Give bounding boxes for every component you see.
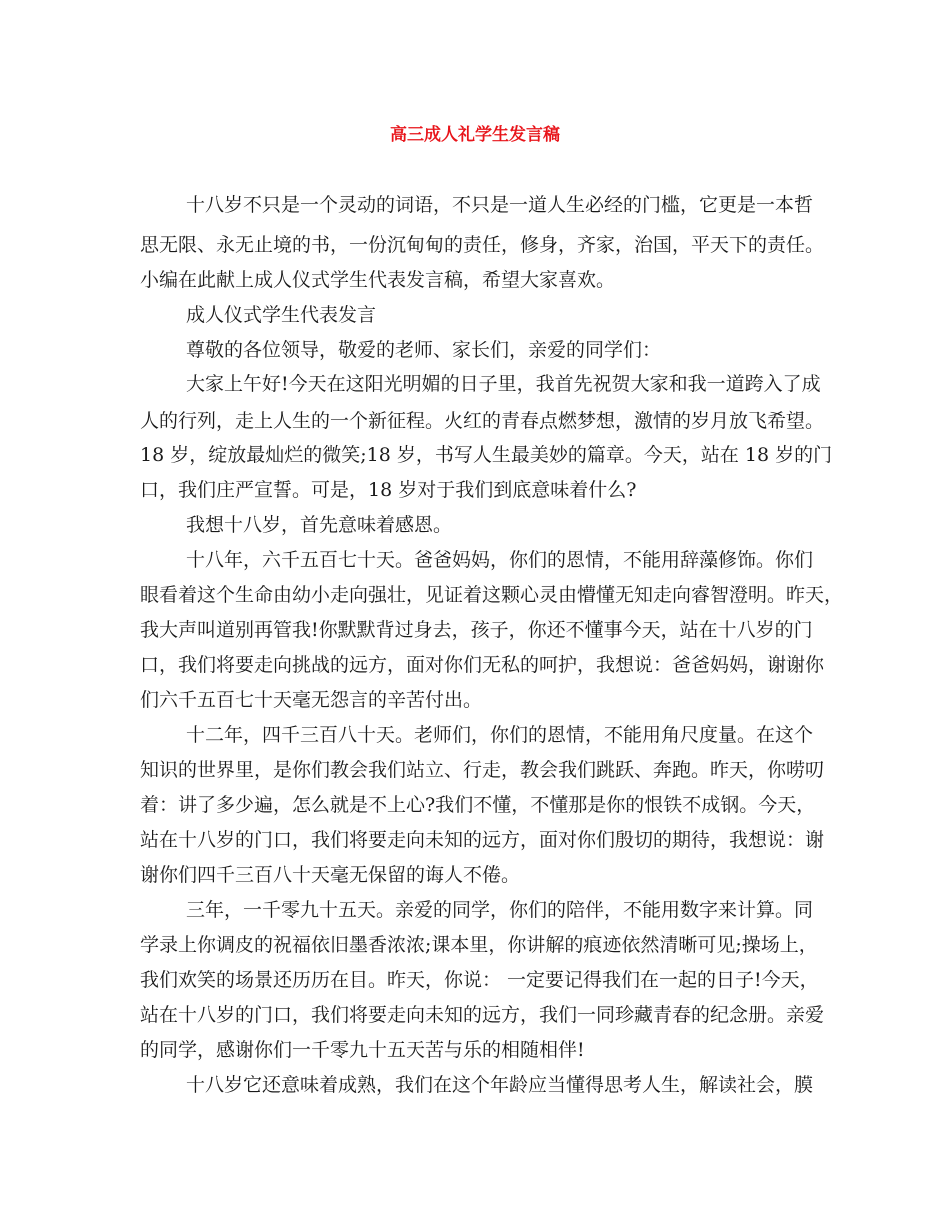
body-line: 大家上午好!今天在这阳光明媚的日子里，我首先祝贺大家和我一道跨入了成 — [186, 373, 821, 395]
body-line: 人的行列，走上人生的一个新征程。火红的青春点燃梦想，激情的岁月放飞希望。 — [140, 410, 825, 432]
body-line: 着：讲了多少遍，怎么就是不上心?我们不懂，不懂那是你的恨铁不成钢。今天， — [140, 794, 816, 816]
body-line: 小编在此献上成人仪式学生代表发言稿，希望大家喜欢。 — [140, 269, 616, 291]
body-line: 成人仪式学生代表发言 — [186, 304, 377, 326]
body-line: 口，我们将要走向挑战的远方，面对你们无私的呵护，我想说：爸爸妈妈，谢谢你 — [140, 654, 825, 676]
body-line: 尊敬的各位领导，敬爱的老师、家长们，亲爱的同学们： — [186, 339, 662, 361]
body-line: 十八岁不只是一个灵动的词语，不只是一道人生必经的门槛，它更是一本哲 — [186, 194, 814, 216]
body-line: 18 岁，绽放最灿烂的微笑;18 岁，书写人生最美妙的篇章。今天，站在 18 岁的门 — [140, 444, 833, 466]
body-line: 十八岁它还意味着成熟，我们在这个年龄应当懂得思考人生，解读社会，膜 — [186, 1074, 814, 1096]
document-title: 高三成人礼学生发言稿 — [390, 125, 560, 145]
body-line: 站在十八岁的门口，我们将要走向未知的远方，我们一同珍藏青春的纪念册。亲爱 — [140, 1004, 825, 1026]
body-line: 知识的世界里，是你们教会我们站立、行走，教会我们跳跃、奔跑。昨天，你唠叨 — [140, 759, 825, 781]
body-line: 的同学，感谢你们一千零九十五天苦与乐的相随相伴! — [140, 1039, 585, 1061]
body-line: 谢你们四千三百八十天毫无保留的诲人不倦。 — [140, 864, 521, 886]
body-line: 站在十八岁的门口，我们将要走向未知的远方，面对你们殷切的期待，我想说：谢 — [140, 829, 825, 851]
body-line: 我们欢笑的场景还历历在目。昨天，你说： 一定要记得我们在一起的日子!今天， — [140, 969, 819, 991]
body-line: 思无限、永无止境的书，一份沉甸甸的责任，修身，齐家，治国，平天下的责任。 — [140, 234, 825, 256]
body-line: 十八年，六千五百七十天。爸爸妈妈，你们的恩情，不能用辞藻修饰。你们 — [186, 549, 814, 571]
body-line: 我大声叫道别再管我!你默默背过身去，孩子，你还不懂事今天，站在十八岁的门 — [140, 619, 813, 641]
body-line: 们六千五百七十天毫无怨言的辛苦付出。 — [140, 689, 483, 711]
body-line: 眼看着这个生命由幼小走向强壮，见证着这颗心灵由懵懂无知走向睿智澄明。昨天， — [140, 584, 844, 606]
body-line: 十二年，四千三百八十天。老师们，你们的恩情，不能用角尺度量。在这个 — [186, 724, 814, 746]
body-line: 我想十八岁，首先意味着感恩。 — [186, 514, 453, 536]
body-line: 口，我们庄严宣誓。可是，18 岁对于我们到底意味着什么? — [140, 479, 637, 501]
body-line: 三年，一千零九十五天。亲爱的同学，你们的陪伴，不能用数字来计算。同 — [186, 899, 814, 921]
body-line: 学录上你调皮的祝福依旧墨香浓浓;课本里，你讲解的痕迹依然清晰可见;操场上， — [140, 934, 818, 956]
